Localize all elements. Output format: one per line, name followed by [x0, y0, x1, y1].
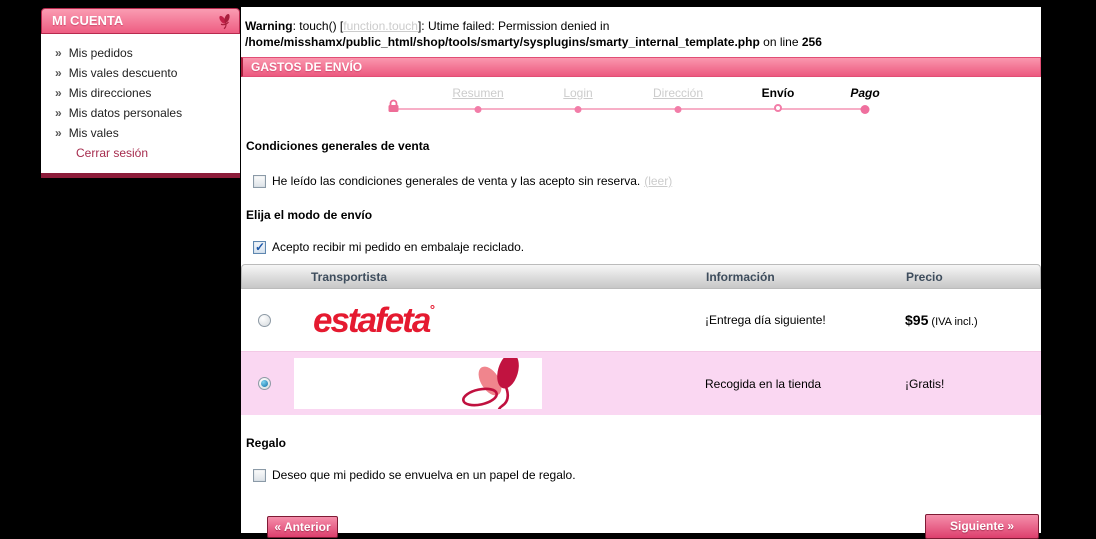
- step-pago: Pago: [850, 86, 880, 100]
- sidebar-item-mis-pedidos[interactable]: [41, 43, 240, 63]
- logout-link[interactable]: [41, 143, 240, 163]
- sidebar-title: MI CUENTA: [52, 13, 124, 28]
- sidebar-item-label: Mis vales descuento: [68, 66, 178, 80]
- carrier-row-store-pickup[interactable]: [241, 352, 1041, 415]
- sidebar-item-mis-direcciones[interactable]: [41, 83, 240, 103]
- step-dot-end: [861, 105, 870, 114]
- warning-path: /home/misshamx/public_html/shop/tools/smarty/sysplugins/smarty_internal_template.php: [245, 35, 760, 49]
- carrier-price: $95 (IVA incl.): [905, 312, 978, 328]
- gift-wrap-checkbox[interactable]: [253, 469, 266, 482]
- logout-label: Cerrar sesión: [76, 146, 149, 160]
- carrier-cell: [241, 358, 705, 409]
- terms-checkbox-label: He leído las condiciones generales de venta y las acepto sin reserva.: [272, 174, 641, 188]
- gift-heading: Regalo: [246, 436, 287, 450]
- gift-row: [253, 468, 576, 482]
- sidebar-item-mis-vales[interactable]: [41, 123, 240, 143]
- step-login[interactable]: Login: [563, 86, 593, 100]
- previous-button[interactable]: « Anterior: [267, 516, 338, 538]
- checkout-steps: [241, 79, 1041, 121]
- sidebar-item-label: Mis pedidos: [68, 46, 133, 60]
- warning-line-number: 256: [801, 35, 822, 49]
- main-content: [241, 7, 1041, 533]
- terms-row: [253, 174, 672, 188]
- double-chevron-icon: »: [55, 126, 62, 140]
- carrier-price: ¡Gratis!: [905, 376, 945, 391]
- estafeta-logo: estafeta°: [313, 300, 435, 340]
- step-dot-done: [475, 106, 482, 113]
- step-resumen[interactable]: Resumen: [452, 86, 504, 100]
- steps-progress-line: [393, 108, 865, 110]
- store-pickup-radio[interactable]: [258, 377, 271, 390]
- account-sidebar: [41, 8, 240, 178]
- header-precio: Precio: [906, 269, 943, 284]
- recycled-checkbox-label: Acepto recibir mi pedido en embalaje reciclado.: [272, 240, 525, 254]
- sidebar-item-mis-vales-descuento[interactable]: [41, 63, 240, 83]
- gift-checkbox-label: Deseo que mi pedido se envuelva en un papel de regalo.: [272, 468, 576, 482]
- php-warning: Warning: touch() [function.touch]: Utime failed: Permission denied in /home/misshamx/public_html/shop/tools/smarty/sysplugins/smarty_internal_template.php on line 256: [245, 19, 822, 49]
- double-chevron-icon: »: [55, 106, 62, 120]
- next-button[interactable]: Siguiente »: [925, 514, 1039, 539]
- function-touch-link[interactable]: function.touch: [343, 19, 418, 33]
- sidebar-item-mis-datos-personales[interactable]: [41, 103, 240, 123]
- step-dot-done: [675, 106, 682, 113]
- double-chevron-icon: »: [55, 66, 62, 80]
- carrier-cell: [241, 300, 705, 340]
- sidebar-item-label: Mis datos personales: [68, 106, 183, 120]
- estafeta-radio[interactable]: [258, 314, 271, 327]
- recycled-row: [253, 240, 524, 254]
- double-chevron-icon: »: [55, 46, 62, 60]
- sidebar-title-bar: [41, 8, 240, 34]
- step-dot-done: [575, 106, 582, 113]
- carrier-info: ¡Entrega día siguiente!: [705, 313, 826, 327]
- sidebar-item-label: Mis vales: [68, 126, 119, 140]
- step-direccion[interactable]: Dirección: [652, 86, 704, 100]
- carrier-info: Recogida en la tienda: [705, 376, 822, 391]
- shipping-heading: Elija el modo de envío: [246, 208, 373, 222]
- read-terms-link[interactable]: (leer): [644, 174, 673, 188]
- terms-heading: Condiciones generales de venta: [246, 139, 430, 153]
- flower-icon: [215, 13, 233, 39]
- terms-checkbox[interactable]: [253, 175, 266, 188]
- step-envio: Envío: [761, 86, 795, 100]
- store-flower-logo: [294, 358, 542, 409]
- sidebar-menu: [41, 34, 240, 178]
- sidebar-item-label: Mis direcciones: [68, 86, 152, 100]
- header-informacion: Información: [706, 269, 775, 284]
- page-title: GASTOS DE ENVÍO: [241, 57, 1041, 77]
- step-dot-current: [774, 104, 782, 112]
- recycled-packaging-checkbox[interactable]: [253, 241, 266, 254]
- carrier-row-estafeta[interactable]: [241, 289, 1041, 352]
- lock-icon: [387, 99, 400, 118]
- carrier-table: [241, 264, 1041, 415]
- header-transportista: Transportista: [311, 269, 388, 284]
- warning-label: Warning: [245, 19, 293, 33]
- carrier-table-header: [241, 264, 1041, 289]
- double-chevron-icon: »: [55, 86, 62, 100]
